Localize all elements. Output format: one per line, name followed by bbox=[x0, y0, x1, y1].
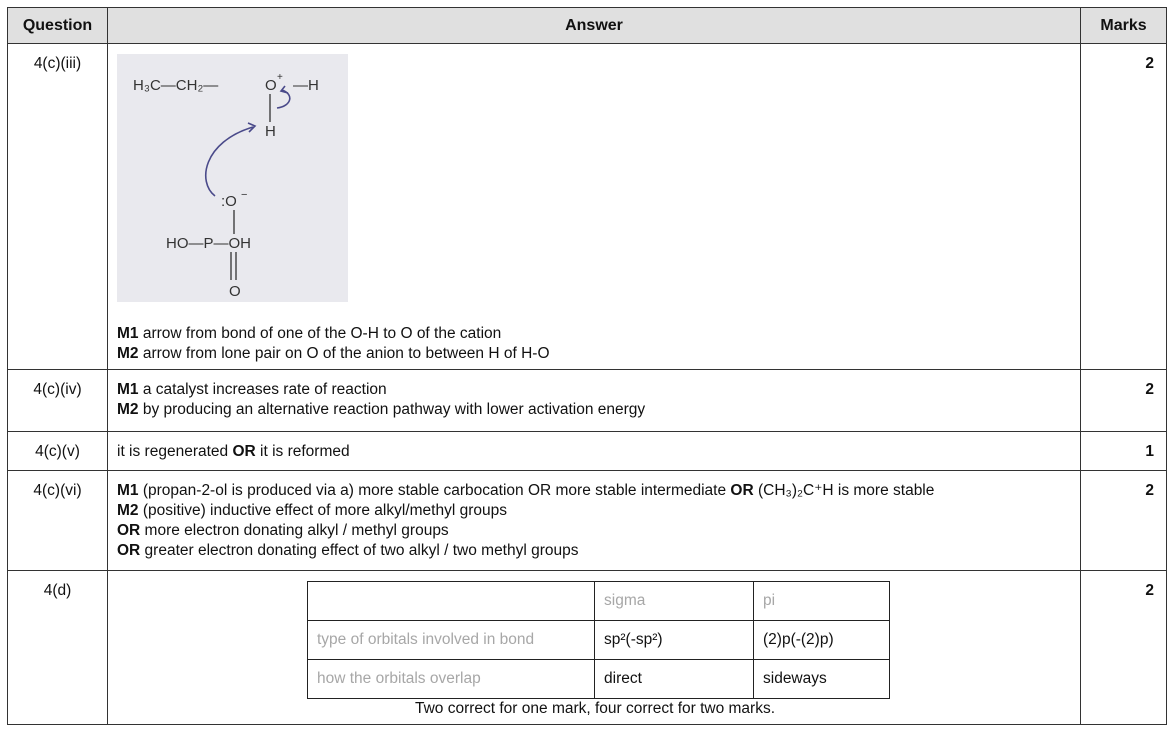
figure-anion-o: :O bbox=[221, 193, 237, 210]
marking-note: Two correct for one mark, four correct for two marks. bbox=[414, 700, 776, 717]
row-4c-iv bbox=[8, 370, 1167, 432]
answer-line: OR greater electron donating effect of two alkyl / two methyl groups bbox=[117, 542, 579, 559]
marks-value: 2 bbox=[1081, 571, 1167, 725]
orbital-table-head-pi: pi bbox=[754, 582, 890, 621]
row-4c-vi bbox=[8, 471, 1167, 571]
orbital-cell: direct bbox=[595, 660, 754, 699]
question-number: 4(d) bbox=[8, 571, 108, 725]
figure-lhs: H₃C—CH₂— bbox=[133, 77, 219, 94]
marks-value: 2 bbox=[1081, 370, 1167, 432]
answer-line: M1 arrow from bond of one of the O-H to O of the cation bbox=[117, 325, 502, 342]
answer-cell bbox=[108, 432, 1081, 471]
orbital-table-header bbox=[308, 582, 890, 621]
figure-h-right: —H bbox=[293, 77, 319, 94]
figure-o-bottom: O bbox=[229, 283, 241, 300]
question-number: 4(c)(iv) bbox=[8, 370, 108, 432]
answer-line: OR more electron donating alkyl / methyl groups bbox=[117, 522, 449, 539]
mechanism-figure bbox=[117, 54, 348, 302]
orbital-table-corner bbox=[308, 582, 595, 621]
orbital-table-row bbox=[308, 621, 890, 660]
marks-value: 2 bbox=[1081, 44, 1167, 370]
mechanism-diagram bbox=[117, 54, 348, 302]
marks-value: 1 bbox=[1081, 432, 1167, 471]
answer-line: M1 a catalyst increases rate of reaction bbox=[117, 381, 387, 398]
orbital-table-head-sigma: sigma bbox=[595, 582, 754, 621]
row-4c-iii bbox=[8, 44, 1167, 370]
figure-oxygen-plus: O bbox=[265, 77, 277, 94]
answer-line: it is regenerated OR it is reformed bbox=[117, 443, 350, 460]
orbital-table bbox=[307, 581, 890, 699]
orbital-row-label: type of orbitals involved in bond bbox=[308, 621, 595, 660]
figure-plus: + bbox=[277, 72, 283, 83]
header-answer: Answer bbox=[108, 8, 1081, 44]
answer-line: M1 (propan-2-ol is produced via a) more stable carbocation OR more stable intermediate OR (CH₃)₂C⁺H is more stable bbox=[117, 482, 935, 499]
curly-arrow-lone-pair bbox=[206, 127, 253, 196]
answer-line: M2 arrow from lone pair on O of the anion to between H of H-O bbox=[117, 345, 550, 362]
figure-minus: − bbox=[241, 189, 248, 201]
question-number: 4(c)(vi) bbox=[8, 471, 108, 571]
row-4d bbox=[8, 571, 1167, 725]
header-row bbox=[8, 8, 1167, 44]
figure-p-row: HO—P—OH bbox=[166, 235, 252, 252]
orbital-cell: sideways bbox=[754, 660, 890, 699]
answer-line: M2 (positive) inductive effect of more alkyl/methyl groups bbox=[117, 502, 507, 519]
header-marks: Marks bbox=[1081, 8, 1167, 44]
header-question: Question bbox=[8, 8, 108, 44]
figure-h-bottom: H bbox=[265, 123, 276, 140]
answer-cell bbox=[108, 370, 1081, 432]
question-number: 4(c)(iii) bbox=[8, 44, 108, 370]
orbital-row-label: how the orbitals overlap bbox=[308, 660, 595, 699]
answer-cell bbox=[108, 571, 1081, 725]
answer-line: M2 by producing an alternative reaction pathway with lower activation energy bbox=[117, 401, 646, 418]
mark-scheme-table bbox=[7, 7, 1167, 725]
answer-cell bbox=[108, 471, 1081, 571]
row-4c-v bbox=[8, 432, 1167, 471]
marks-value: 2 bbox=[1081, 471, 1167, 571]
answer-cell bbox=[108, 44, 1081, 370]
question-number: 4(c)(v) bbox=[8, 432, 108, 471]
orbital-table-row bbox=[308, 660, 890, 699]
orbital-cell: (2)p(-(2)p) bbox=[754, 621, 890, 660]
orbital-cell: sp²(-sp²) bbox=[595, 621, 754, 660]
